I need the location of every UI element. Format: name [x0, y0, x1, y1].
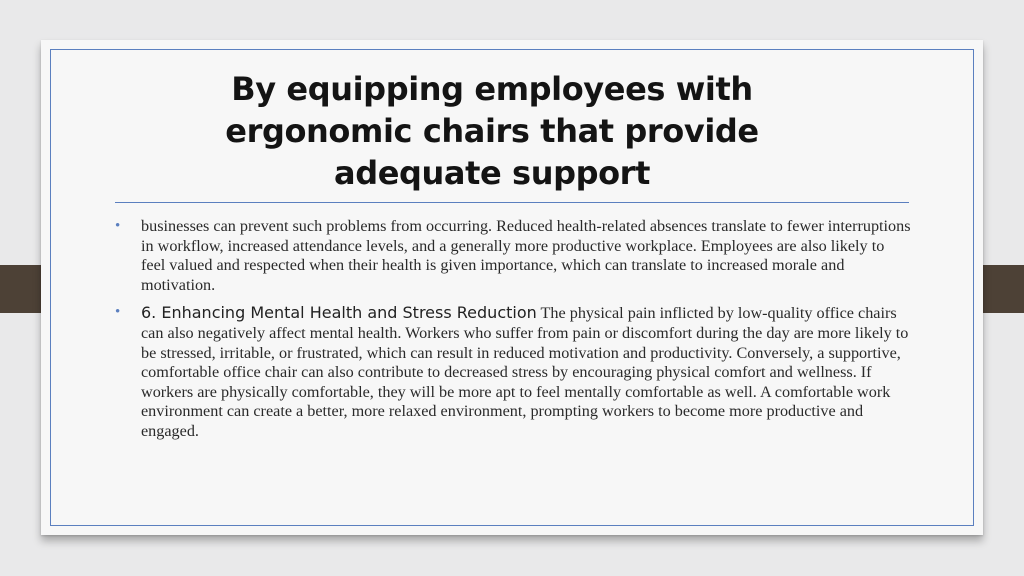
bullet-item	[111, 303, 911, 441]
bullet-icon: •	[115, 304, 121, 321]
bullet-item	[111, 217, 911, 295]
bullet-heading: 6. Enhancing Mental Health and Stress Reduction	[141, 303, 537, 323]
bullet-icon: •	[115, 218, 121, 234]
title-divider	[115, 202, 909, 203]
slide	[41, 40, 983, 535]
bullet-text: The physical pain inflicted by low-quality office chairs can also negatively affect mental health. Workers who suffer from pain or discomfort during the day are more likely to be stressed, irritable, or frustrated, which can result in reduced motivation and productivity. Conversely, a supportive, comfortable office chair can also contribute to decreased stress by encouraging physical comfort and wellness. If workers are physically comfortable, they will be more apt to feel mentally comfortable as well. A comfortable work environment can create a better, more relaxed environment, prompting workers to become more productive and engaged.	[141, 304, 909, 440]
slide-content	[111, 217, 911, 450]
bullet-text: businesses can prevent such problems from occurring. Reduced health-related absences translate to fewer interruptions in workflow, increased attendance levels, and a generally more productive workplace. Employees are also likely to feel valued and respected when their health is given importance, which can translate to increased morale and motivation.	[141, 217, 911, 294]
slide-title: By equipping employees with ergonomic chairs that provide adequate support	[225, 70, 759, 192]
